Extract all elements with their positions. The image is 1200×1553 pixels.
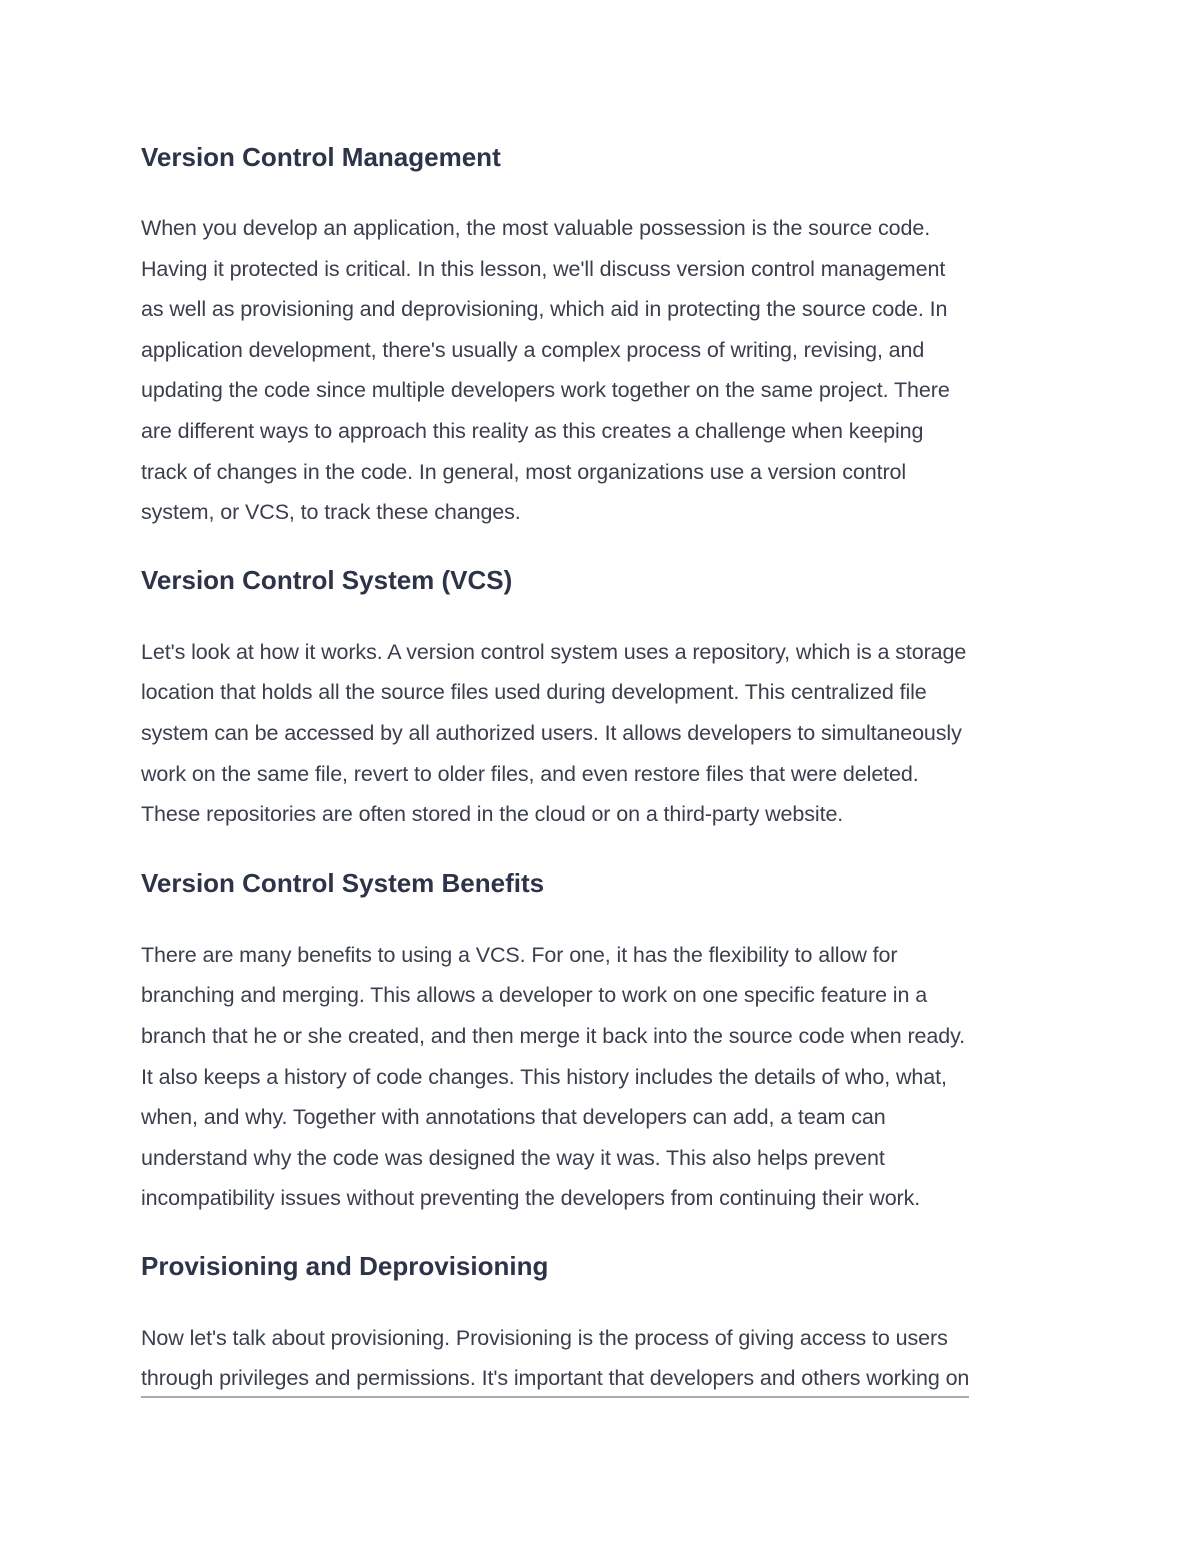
text-line: Having it protected is critical. In this lesson, we'll discuss version control management [141,256,946,281]
text-line: When you develop an application, the most valuable possession is the source code. [141,216,931,240]
text-line: system, or VCS, to track these changes. [141,500,521,525]
text-line: application development, there's usually a complex process of writing, revising, and [141,337,925,362]
text-line: Let's look at how it works. A version control system uses a repository, which is a storage [141,639,967,664]
text-line: when, and why. Together with annotations that developers can add, a team can [141,1105,886,1130]
text-line: It also keeps a history of code changes. This history includes the details of who, what, [141,1064,947,1089]
text-line: are different ways to approach this reality as this creates a challenge when keeping [141,418,924,443]
document-page [141,138,1066,1399]
text-line-underlined [141,1358,1066,1399]
section-heading-provisioning: Provisioning and Deprovisioning [141,1250,549,1281]
text-line: branch that he or she created, and then merge it back into the source code when ready. [141,1023,966,1048]
text-line: understand why the code was designed the way it was. This also helps prevent [141,1145,885,1170]
text-line: incompatibility issues without preventing the developers from continuing their work. [141,1186,921,1211]
text-line: Now let's talk about provisioning. Provisioning is the process of giving access to users [141,1325,948,1350]
paragraph-version-control-system [141,632,1066,835]
text-line: work on the same file, revert to older files, and even restore files that were deleted. [141,761,919,786]
paragraph-vcs-benefits [141,935,1066,1219]
paragraph-provisioning [141,1318,1066,1399]
text-line: system can be accessed by all authorized users. It allows developers to simultaneously [141,720,962,745]
text-line: These repositories are often stored in the cloud or on a third-party website. [141,802,844,827]
section-heading-version-control-management: Version Control Management [141,142,501,172]
text-line: updating the code since multiple developers work together on the same project. There [141,378,950,403]
section-heading-vcs-benefits: Version Control System Benefits [141,867,545,898]
text-line: location that holds all the source files used during development. This centralized file [141,680,927,705]
paragraph-version-control-management [141,208,1066,533]
text-line: track of changes in the code. In general, most organizations use a version control [141,459,907,484]
text-line: branching and merging. This allows a developer to work on one specific feature in a [141,983,928,1008]
text-line: as well as provisioning and deprovisioning, which aid in protecting the source code. In [141,297,948,322]
text-line: There are many benefits to using a VCS. For one, it has the flexibility to allow for [141,942,898,967]
section-heading-version-control-system: Version Control System (VCS) [141,564,513,595]
text-line-underline: through privileges and permissions. It's important that developers and others working on [141,1360,969,1398]
